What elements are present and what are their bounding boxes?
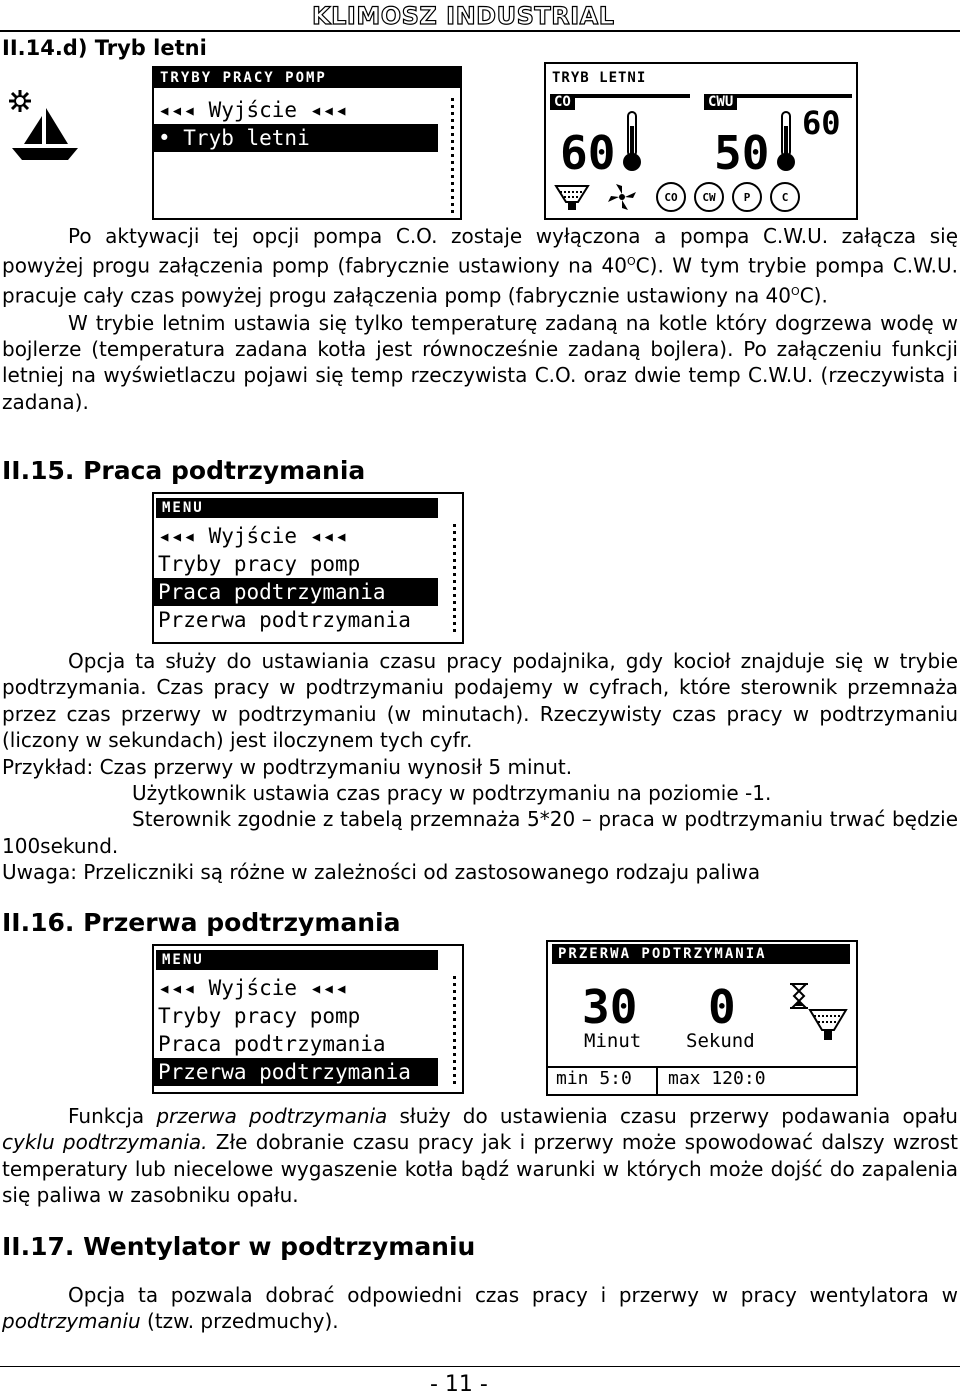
lcd-menu-title: MENU — [156, 498, 438, 518]
lcd-pump-modes-menu — [152, 66, 462, 220]
menu-item-support-pause[interactable]: Przerwa podtrzymania — [158, 608, 411, 632]
footer-rule — [0, 1366, 960, 1367]
menu-item-support-work[interactable]: Praca podtrzymania — [154, 578, 438, 606]
cwu-set-temperature: 60 — [802, 104, 841, 142]
degree-symbol: O — [627, 255, 636, 269]
summer-mode-description — [2, 223, 958, 415]
brand-logo-text: KLIMOSZ INDUSTRIAL — [312, 2, 615, 30]
section-heading-support-pause: II.16. Przerwa podtrzymania — [2, 908, 401, 937]
co-label: CO — [550, 94, 575, 110]
co-temperature: 60 — [560, 126, 616, 180]
scrollbar[interactable] — [451, 98, 454, 216]
fan-p-c: (tzw. przedmuchy). — [140, 1309, 339, 1334]
fan-p-a: Opcja ta pozwala dobrać odpowiedni czas pracy i przerwy w pracy wentylatora w — [68, 1283, 958, 1307]
fan-icon — [606, 182, 638, 212]
lcd-main-menu — [152, 492, 464, 644]
fan-support-description — [2, 1282, 958, 1335]
pump-icons — [656, 182, 800, 212]
fan-p-b: podtrzymaniu — [2, 1309, 141, 1334]
pause-seconds-label: Sekund — [686, 1030, 755, 1052]
scrollbar[interactable] — [453, 524, 456, 636]
section-heading-fan-support: II.17. Wentylator w podtrzymaniu — [2, 1232, 476, 1261]
lcd-menu-title: TRYBY PRACY POMP — [154, 68, 460, 88]
support-pause-description — [2, 1103, 958, 1209]
sailboat-sun-icon — [8, 88, 80, 162]
summer-para1-c: C). — [799, 284, 828, 309]
menu-item-support-pause[interactable]: Przerwa podtrzymania — [154, 1058, 438, 1086]
menu-item-summer-mode[interactable]: • Tryb letni — [154, 124, 438, 152]
support-example-user: Użytkownik ustawia czas pracy w podtrzymaniu na poziomie -1. — [132, 781, 772, 806]
menu-item-support-work[interactable]: Praca podtrzymania — [158, 1032, 386, 1056]
pump-cwu-icon: CW — [694, 182, 724, 212]
cwu-label: CWU — [704, 94, 737, 110]
pause-p-a: Funkcja — [68, 1104, 157, 1128]
pause-seconds-value: 0 — [708, 980, 736, 1034]
pause-minutes-value: 30 — [582, 980, 638, 1034]
pause-p-b: przerwa podtrzymania — [156, 1104, 388, 1128]
page-number: - 11 - — [430, 1372, 488, 1397]
lcd-menu-title: MENU — [156, 950, 438, 970]
lcd-support-pause-screen — [546, 940, 858, 1096]
support-example-controller: Sterownik zgodnie z tabelą przemnaża 5*20 – praca w podtrzymaniu trwać będzie 100sekund. — [2, 807, 958, 858]
pause-p-c: służy do ustawienia czasu przerwy podawania opału — [387, 1104, 958, 1128]
pause-screen-title: PRZERWA PODTRZYMANIA — [552, 944, 850, 964]
support-work-description — [2, 648, 958, 886]
pause-min-value: min 5:0 — [556, 1068, 632, 1089]
thermometer-icon — [620, 110, 644, 174]
menu-item-exit[interactable]: ◂◂◂ Wyjście ◂◂◂ — [158, 976, 348, 1000]
section-heading-support-work: II.15. Praca podtrzymania — [2, 456, 366, 485]
summer-para1-a: Po aktywacji tej opcji pompa C.O. zostaje wyłączona a pompa C.W.U. załącza się powyżej progu załączenia pomp (fabrycznie ustawiony na 40 — [2, 224, 958, 279]
pump-co-icon: CO — [656, 182, 686, 212]
support-para1: Opcja ta służy do ustawiania czasu pracy podajnika, gdy kocioł znajduje się w trybie podtrzymania. Czas pracy w podtrzymaniu podajemy w cyfrach, które sterownik przemnaża przez czas przerwy w podtrzymaniu (w minutach). Rzeczywisty czas pracy w podtrzymaniu (liczony w sekundach) jest iloczynem tych cyfr. — [2, 649, 958, 753]
pump-p-icon: P — [732, 182, 762, 212]
summer-para1-b: C). W tym trybie pompa C.W.U. pracuje cały czas powyżej progu załączenia pomp (fabrycznie ustawiony na 40 — [2, 254, 958, 309]
summer-para2: W trybie letnim ustawia się tylko temperaturę zadaną na kotle który dogrzewa wodę w bojlerze (temperatura zadana kotła jest równocześnie zadaną bojlera). Po załączeniu funkcji letniej na wyświetlaczu pojawi się temp rzeczywista C.O. oraz dwie temp C.W.U. (rzeczywista i zadana). — [2, 310, 958, 414]
divider — [656, 1066, 658, 1094]
menu-item-exit[interactable]: ◂◂◂ Wyjście ◂◂◂ — [158, 524, 348, 548]
support-example: Przykład: Czas przerwy w podtrzymaniu wynosił 5 minut. — [2, 754, 573, 779]
pause-max-value: max 120:0 — [668, 1068, 766, 1089]
hourglass-hopper-icon — [788, 982, 848, 1048]
thermometer-icon — [774, 110, 798, 174]
section-heading-summer-mode: II.14.d) Tryb letni — [2, 36, 207, 60]
pause-p-e: Złe dobranie czasu pracy jak i przerwy może spowodować dalszy wzrost temperatury lub niecelowe wygaszenie kotła bądź warunki w których może dojść do zapalenia się paliwa w zasobniku opału. — [2, 1130, 958, 1208]
degree-symbol: O — [791, 285, 800, 299]
menu-item-pump-modes[interactable]: Tryby pracy pomp — [158, 552, 361, 576]
summer-screen-title: TRYB LETNI — [552, 70, 647, 86]
menu-item-exit[interactable]: ◂◂◂ Wyjście ◂◂◂ — [158, 98, 348, 122]
lcd-main-menu — [152, 944, 464, 1094]
hopper-icon — [554, 182, 590, 212]
pause-minutes-label: Minut — [584, 1030, 642, 1052]
pump-c-icon: C — [770, 182, 800, 212]
menu-item-pump-modes[interactable]: Tryby pracy pomp — [158, 1004, 361, 1028]
pause-p-d: cyklu podtrzymania. — [2, 1130, 208, 1155]
lcd-summer-mode-screen — [544, 62, 858, 220]
cwu-temperature: 50 — [714, 126, 770, 180]
header-rule — [0, 30, 960, 32]
scrollbar[interactable] — [453, 976, 456, 1086]
support-note: Uwaga: Przeliczniki są różne w zależności od zastosowanego rodzaju paliwa — [2, 860, 761, 885]
